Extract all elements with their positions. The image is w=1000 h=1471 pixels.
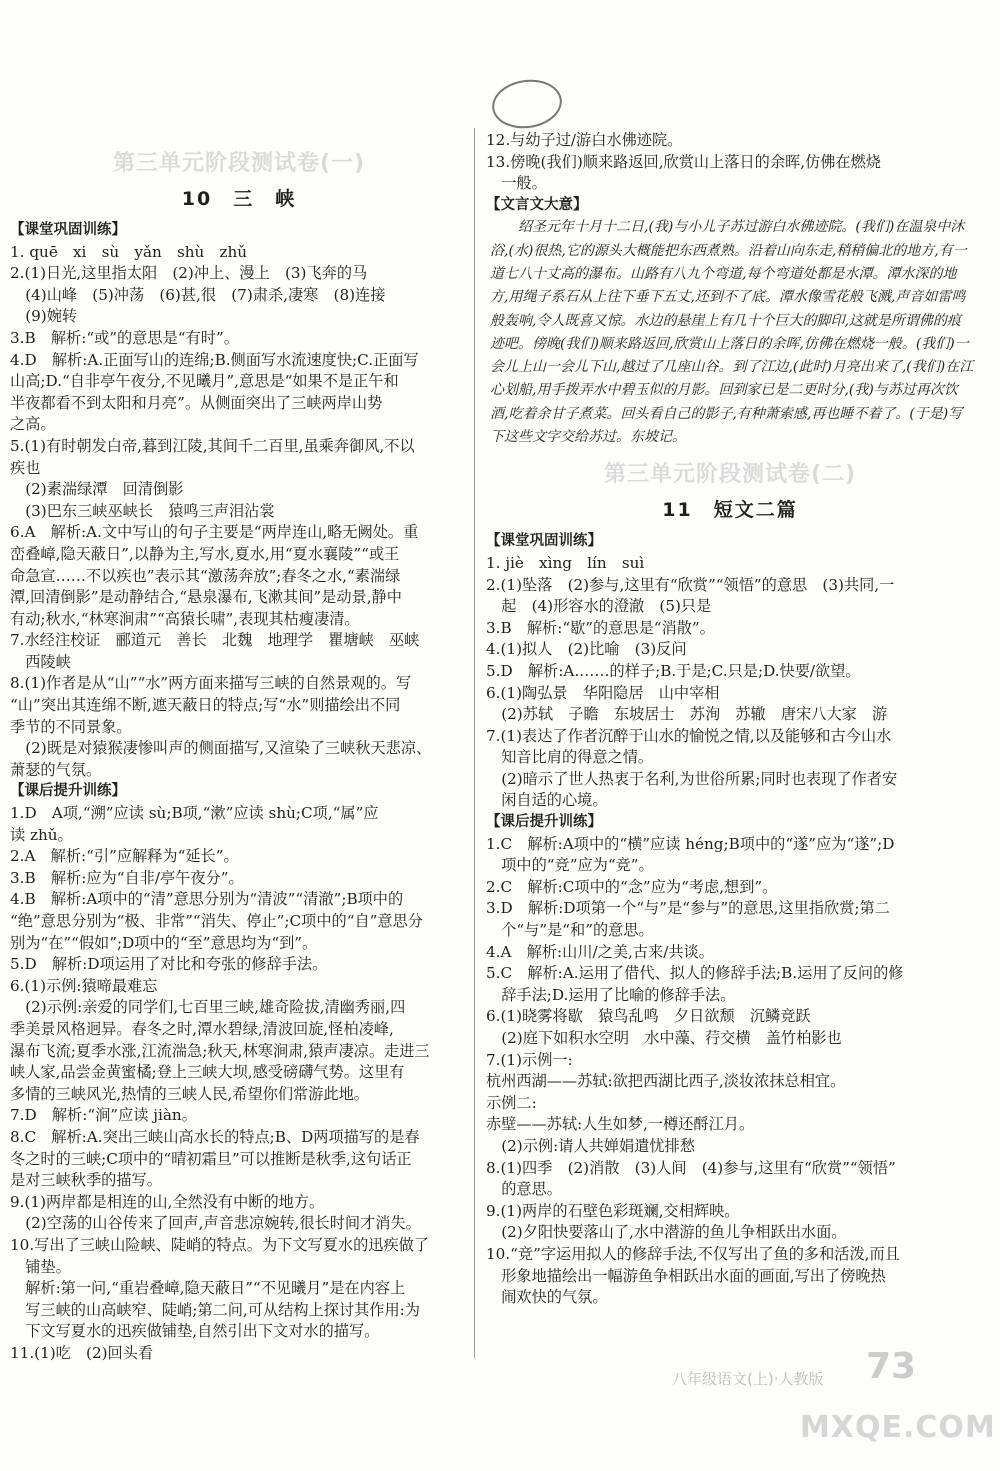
answer-line: 1. quē xi sù yǎn shù zhǔ xyxy=(10,242,248,261)
answer-line: 1.D A项,“溯”应读 sù;B项,“漱”应读 shù;C项,“属”应 xyxy=(10,804,379,823)
answer-line: 7.(1)表达了作者沉醉于山水的愉悦之情,以及能够和古今山水 xyxy=(486,726,892,745)
section-heading: 【课后提升训练】 xyxy=(10,783,126,800)
answer-line: 11.(1)吃 (2)回头看 xyxy=(10,1343,154,1362)
answer-line: 5.D 解析:D项运用了对比和夸张的修辞手法。 xyxy=(10,955,328,974)
answer-line: 3.D 解析:D项第一个“与”是“参与”的意思,这里指欣赏;第二 xyxy=(486,899,890,918)
answer-line: 潭,回清倒影”是动静结合,“悬泉瀑布,飞漱其间”是动景,静中 xyxy=(10,588,402,607)
answer-line: 5.D 解析:A.……的样子;B.于是;C.只是;D.快要/欲望。 xyxy=(486,661,861,680)
answer-line: 6.(1)陶弘景 华阳隐居 山中宰相 xyxy=(486,683,720,702)
unit-title: 第三单元阶段测试卷(一) xyxy=(112,151,366,176)
answer-line: 8.C 解析:A.突出三峡山高水长的特点;B、D两项描写的是春 xyxy=(10,1127,420,1146)
answer-line: 铺垫。 xyxy=(10,1257,71,1276)
answer-line: 2.(1)坠落 (2)参与,这里有“欣赏”“领悟”的意思 (3)共同,一 xyxy=(486,575,895,594)
answer-line: 萧瑟的气氛。 xyxy=(10,760,102,779)
answer-line: 半夜都看不到太阳和月亮”。从侧面突出了三峡两岸山势 xyxy=(10,393,383,412)
answer-line: 10.写出了三峡山险峡、陡峭的特点。为下文写夏水的迅疾做了 xyxy=(10,1235,430,1254)
answer-line: “绝”意思分别为“极、非常”“消失、停止”;C项中的“自”意思分 xyxy=(10,912,423,930)
section-heading: 【课后提升训练】 xyxy=(486,814,602,831)
answer-line: 解析:第一问,“重岩叠嶂,隐天蔽日”“不见曦月”是在内容上 xyxy=(10,1279,406,1298)
answer-lines xyxy=(486,130,974,216)
answer-line: 形象地描绘出一幅游鱼争相跃出水面的画面,写出了傍晚热 xyxy=(486,1266,886,1285)
answer-line: 3.B 解析:“或”的意思是“有时”。 xyxy=(10,328,239,347)
answer-line: 个“与”是“和”的意思。 xyxy=(486,921,654,940)
answer-line: 6.(1)示例:猿啼最难忘 xyxy=(10,976,158,995)
stamp-logo xyxy=(489,75,565,132)
answer-line: (2)既是对猿猴凄惨叫声的侧面描写,又渲染了三峡秋天悲凉、 xyxy=(10,739,432,758)
lesson-title: 11 短文二篇 xyxy=(662,499,798,522)
answer-line: (4)山峰 (5)冲荡 (6)甚,很 (7)肃杀,凄寒 (8)连接 xyxy=(10,285,386,304)
answer-line: 9.(1)两岸都是相连的山,全然没有中断的地方。 xyxy=(10,1192,325,1211)
answer-line: 杭州西湖——苏轼:欲把西湖比西子,淡妆浓抹总相宜。 xyxy=(486,1072,846,1091)
watermark: MXQE.COM xyxy=(800,1410,996,1445)
answer-line: 7.水经注校证 郦道元 善长 北魏 地理学 瞿塘峡 巫峡 xyxy=(10,631,420,650)
answer-line: 之高。 xyxy=(10,415,56,434)
unit-title: 第三单元阶段测试卷(二) xyxy=(603,462,857,488)
answer-line: 5.(1)有时朝发白帝,暮到江陵,其间千二百里,虽乘奔御风,不以 xyxy=(10,436,415,455)
answer-line: 赤壁——苏轼:人生如梦,一樽还酹江月。 xyxy=(486,1115,755,1134)
answer-line: (9)婉转 xyxy=(10,307,78,326)
answer-line: 8.(1)作者是从“山”“水”两方面来描写三峡的自然景观的。写 xyxy=(10,674,412,693)
translation-paragraph: 绍圣元年十月十二日,(我)与小儿子苏过游白水佛迹院。(我们)在温泉中沐浴,(水)很热,它的源头大概能把东西煮熟。沿着山向东走,稍稍偏北的地方,有一道七八十丈高的瀑布。山路有八九个弯道,每个弯道处都是水潭。潭水深的地方,用绳子系石从上往下垂下五丈,还到不了底。潭水像雪花般飞溅,声音如雷鸣般轰响,令人既喜又惊。水边的悬崖上有几十个巨大的脚印,这就是所谓佛的痕迹吧。傍晚(我们)顺来路返回,欣赏山上落日的余晖,仿佛在燃烧一般。(我们)一会儿上山一会儿下山,越过了几座山谷。到了江边,(此时)月亮出来了,(我们)在江心划船,用手拨弄水中碧玉似的月影。回到家已是二更时分,(我)与苏过再次饮酒,吃着余甘子煮菜。回头看自己的影子,有种萧索感,再也睡不着了。(于是)写下这些文字交给苏过。东坡记。 xyxy=(490,219,974,446)
answer-line: 2.(1)日光,这里指太阳 (2)冲上、漫上 (3)飞奔的马 xyxy=(10,264,368,283)
answer-line: (2)素湍绿潭 回清倒影 xyxy=(10,480,184,499)
answer-line: 疾也 xyxy=(10,458,41,477)
answer-line: 4.A 解析:山川/之美,古来/共谈。 xyxy=(486,942,714,961)
answer-line: (2)空荡的山谷传来了回声,声音悲凉婉转,很长时间才消失。 xyxy=(10,1214,421,1233)
answer-line: 瀑布飞流;夏季水涨,江流湍急;秋天,林寒涧肃,猿声凄凉。走进三 xyxy=(10,1041,430,1060)
answer-line: “山”突出其连绵不断,遮天蔽日的特点;写“水”则描绘出不同 xyxy=(10,696,401,715)
answer-line: (2)暗示了世人热衷于名利,为世俗所累;同时也表现了作者安 xyxy=(486,769,898,788)
right-column xyxy=(486,130,974,1309)
answer-line: 10.“竞”字运用拟人的修辞手法,不仅写出了鱼的多和活泼,而且 xyxy=(486,1244,900,1263)
answer-line: 有动;秋水,“林寒涧肃”“高猿长啸”,表现其枯瘦凄清。 xyxy=(10,609,360,628)
answer-line: 峡人家,品尝金黄蜜橘;登上三峡大坝,感受磅礴气势。这里有 xyxy=(10,1063,405,1082)
page-number: 73 xyxy=(866,1346,917,1387)
answer-line: 季美景风格迥异。春冬之时,潭水碧绿,清波回旋,怪柏凌峰, xyxy=(10,1019,394,1038)
answer-line: 下文写夏水的迅疾做铺垫,自然引出下文对水的描写。 xyxy=(10,1322,380,1341)
answer-line: (2)夕阳快要落山了,水中潜游的鱼儿争相跃出水面。 xyxy=(486,1223,847,1242)
answer-line: 4.(1)拟人 (2)比喻 (3)反问 xyxy=(486,640,687,659)
answer-line: 4.D 解析:A.正面写山的连绵;B.侧面写水流速度快;C.正面写 xyxy=(10,350,419,369)
answer-line: 的意思。 xyxy=(486,1180,562,1199)
answer-line: 一般。 xyxy=(486,174,547,193)
answer-lines xyxy=(486,531,974,1308)
answer-line: 峦叠嶂,隐天蔽日”,以静为主,写水,夏水,用“夏水襄陵”“或王 xyxy=(10,544,400,563)
answer-line: 8.(1)四季 (2)消散 (3)人间 (4)参与,这里有“欣赏”“领悟” xyxy=(486,1158,896,1177)
answer-line: (2)苏轼 子瞻 东坡居士 苏洵 苏辙 唐宋八大家 游 xyxy=(486,705,888,724)
answer-line: 12.与幼子过/游白水佛迹院。 xyxy=(486,131,683,149)
answer-line: 2.A 解析:“引”应解释为“延长”。 xyxy=(10,847,239,866)
answer-line: 山高;D.“自非亭午夜分,不见曦月”,意思是“如果不是正午和 xyxy=(10,372,399,391)
answer-line: 是对三峡秋季的描写。 xyxy=(10,1171,162,1190)
left-column xyxy=(10,150,468,1364)
lesson-title: 10 三 峡 xyxy=(181,188,297,210)
answer-line: (3)巴东三峡巫峡长 猿鸣三声泪沾裳 xyxy=(10,501,275,520)
answer-lines xyxy=(10,220,468,1364)
section-heading: 【文言文大意】 xyxy=(486,196,588,213)
answer-line: 9.(1)两岸的石壁色彩斑斓,交相辉映。 xyxy=(486,1201,740,1220)
answer-line: 2.C 解析:C项中的“念”应为“考虑,想到”。 xyxy=(486,877,778,896)
answer-line: 知音比肩的得意之情。 xyxy=(486,748,654,767)
answer-line: 6.A 解析:A.文中写山的句子主要是“两岸连山,略无阙处。重 xyxy=(10,523,419,542)
answer-line: 6.(1)晓雾将歇 猿鸟乱鸣 夕日欲颓 沉鳞竞跃 xyxy=(486,1007,811,1026)
answer-line: 3.B 解析:应为“自非/亭午夜分”。 xyxy=(10,868,244,887)
answer-line: 多情的三峡风光,热情的三峡人民,希望你们常游此地。 xyxy=(10,1084,369,1103)
answer-line: 7.D 解析:“涧”应读 jiàn。 xyxy=(10,1106,197,1125)
answer-line: (2)庭下如积水空明 水中藻、荇交横 盖竹柏影也 xyxy=(486,1029,842,1047)
answer-line: 辞手法;D.运用了比喻的修辞手法。 xyxy=(486,985,736,1004)
answer-line: 西陵峡 xyxy=(10,652,71,671)
answer-line: 读 zhǔ。 xyxy=(10,825,73,844)
answer-line: 7.(1)示例一: xyxy=(486,1050,573,1069)
answer-line: 项中的“竞”应为“竞”。 xyxy=(486,856,654,875)
answer-line: 季节的不同景象。 xyxy=(10,717,132,736)
answer-line: 13.傍晚(我们)顺来路返回,欣赏山上落日的余晖,仿佛在燃烧 xyxy=(486,152,881,171)
answer-line: (2)示例:亲爱的同学们,七百里三峡,雄奇险拔,清幽秀丽,四 xyxy=(10,998,406,1017)
column-divider xyxy=(474,128,475,1358)
answer-line: 1. jiè xìng lín suì xyxy=(486,553,645,572)
answer-line: 写三峡的山高峡窄、陡峭;第二问,可从结构上探讨其作用:为 xyxy=(10,1300,420,1319)
answer-line: 3.B 解析:“歇”的意思是“消散”。 xyxy=(486,618,715,637)
answer-line: (2)示例:请人共婵娟遣忧排愁 xyxy=(486,1136,695,1155)
section-heading: 【课堂巩固训练】 xyxy=(10,222,126,238)
answer-line: 闹欢快的气氛。 xyxy=(486,1288,608,1307)
answer-line: 5.C 解析:A.运用了借代、拟人的修辞手法;B.运用了反问的修 xyxy=(486,964,904,983)
answer-line: 起 (4)形容水的澄澈 (5)只是 xyxy=(486,597,712,616)
section-heading: 【课堂巩固训练】 xyxy=(486,533,602,550)
answer-line: 冬之时的三峡;C项中的“晴初霜旦”可以推断是秋季,这句话正 xyxy=(10,1149,412,1168)
answer-line: 别为“在”“假如”;D项中的“至”意思均为“到”。 xyxy=(10,933,318,952)
answer-line: 4.B 解析:A项中的“清”意思分别为“清波”“清澈”;B项中的 xyxy=(10,890,404,909)
answer-line: 闲自适的心境。 xyxy=(486,791,608,810)
footer-book-title: 八年级语文(上)·人教版 xyxy=(672,1370,824,1388)
answer-line: 示例二: xyxy=(486,1093,537,1112)
answer-line: 命急宣……不以疾也”表示其“激荡奔放”;春冬之水,“素湍绿 xyxy=(10,566,401,585)
answer-line: 1.C 解析:A项中的“横”应读 héng;B项中的“遂”应为“遂”;D xyxy=(486,834,895,853)
